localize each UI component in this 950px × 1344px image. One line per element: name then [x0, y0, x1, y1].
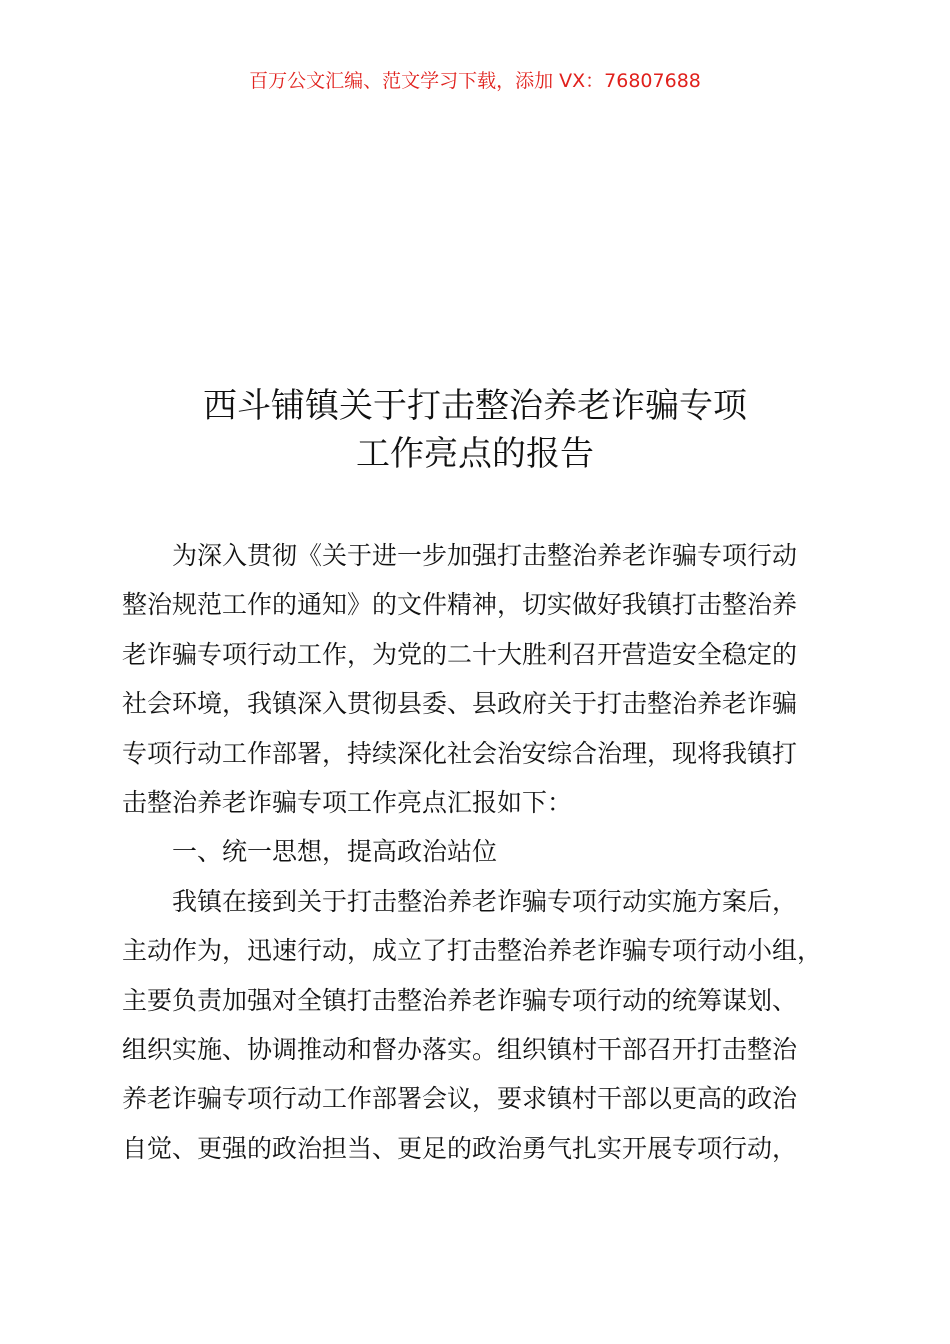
- document-body: [122, 531, 834, 1173]
- body-line: 主动作为，迅速行动，成立了打击整治养老诈骗专项行动小组，: [122, 936, 823, 966]
- body-line: 专项行动工作部署，持续深化社会治安综合治理，现将我镇打: [122, 738, 798, 768]
- title-line-2: 工作亮点的报告: [356, 434, 594, 474]
- body-line: 我镇在接到关于打击整治养老诈骗专项行动实施方案后，: [172, 886, 798, 916]
- section-heading: 一、统一思想，提高政治站位: [172, 837, 498, 867]
- document-title: [0, 382, 950, 478]
- body-line: 整治规范工作的通知》的文件精神，切实做好我镇打击整治养: [122, 590, 798, 620]
- header-download-note: 百万公文汇编、范文学习下载，添加 VX：76807688: [249, 70, 701, 92]
- title-line-1: 西斗铺镇关于打击整治养老诈骗专项: [203, 386, 747, 426]
- body-line: 击整治养老诈骗专项工作亮点汇报如下：: [122, 787, 573, 817]
- body-line: 组织实施、协调推动和督办落实。组织镇村干部召开打击整治: [122, 1034, 798, 1064]
- body-line: 养老诈骗专项行动工作部署会议，要求镇村干部以更高的政治: [122, 1084, 798, 1114]
- body-line: 主要负责加强对全镇打击整治养老诈骗专项行动的统筹谋划、: [122, 985, 798, 1015]
- body-line: 老诈骗专项行动工作，为党的二十大胜利召开营造安全稳定的: [122, 639, 798, 669]
- body-line: 社会环境，我镇深入贯彻县委、县政府关于打击整治养老诈骗: [122, 689, 798, 719]
- body-line: 为深入贯彻《关于进一步加强打击整治养老诈骗专项行动: [172, 541, 798, 570]
- body-line: 自觉、更强的政治担当、更足的政治勇气扎实开展专项行动，: [122, 1133, 798, 1163]
